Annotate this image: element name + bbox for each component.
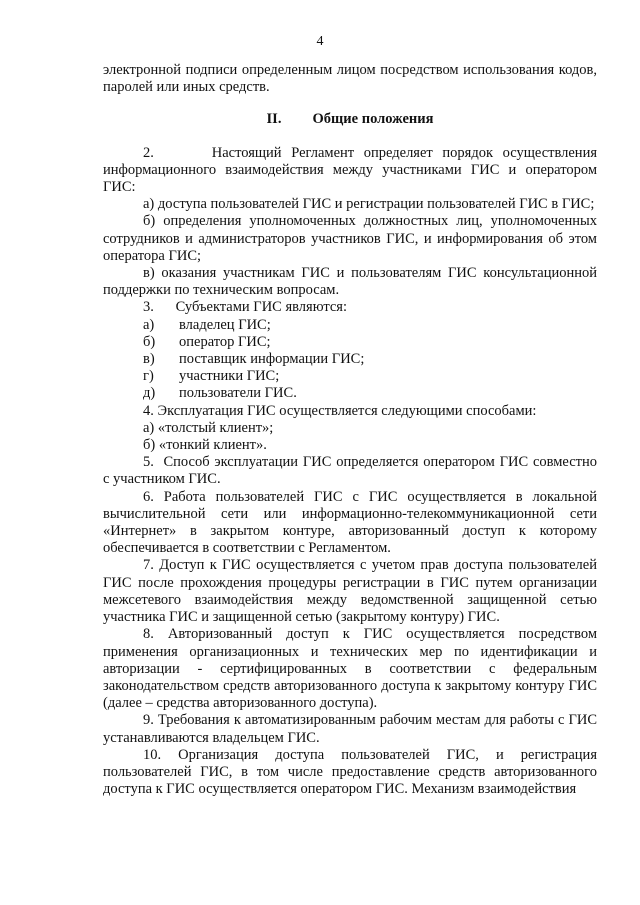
paragraph-4a: а) «толстый клиент»; (143, 419, 274, 436)
document-body (103, 62, 597, 798)
page-number: 4 (316, 34, 324, 49)
paragraph-2: 2. Настоящий Регламент определяет порядок осуществления информационного взаимодействия между участниками ГИС и оператором ГИС: (103, 144, 597, 196)
paragraph-2a: а) доступа пользователей ГИС и регистрации пользователей ГИС в ГИС; (143, 196, 595, 213)
list-item-text: владелец ГИС; (179, 316, 271, 333)
paragraph-9: 9. Требования к автоматизированным рабочим местам для работы с ГИС устанавливаются владельцем ГИС. (103, 712, 597, 746)
paragraph-4b: б) «тонкий клиент». (143, 437, 267, 454)
paragraph-6: 6. Работа пользователей ГИС с ГИС осуществляется в локальной вычислительной сети или информационно-телекоммуникационной сети «Интернет» в закрытом контуре, авторизованный доступ к которому обеспечивается в соответствии с Регламентом. (103, 488, 597, 557)
subjects-list (103, 317, 597, 403)
list-item (103, 351, 597, 368)
section-number: II. (266, 111, 282, 128)
paragraph-8: 8. Авторизованный доступ к ГИС осуществляется посредством применения организационных и технических мер по идентификации и авторизации - сертифицированных в соответствии с федеральным законодательством средств авторизованного доступа к закрытому контуру ГИС (далее – средства авторизованного доступа). (103, 626, 597, 712)
section-title: Общие положения (312, 111, 434, 128)
paragraph-4: 4. Эксплуатация ГИС осуществляется следующими способами: (143, 402, 537, 419)
section-heading (103, 111, 597, 128)
list-item-text: поставщик информации ГИС; (179, 351, 365, 368)
paragraph-5: 5. Способ эксплуатации ГИС определяется оператором ГИС совместно с участником ГИС. (103, 454, 597, 488)
list-marker: в) (143, 351, 155, 368)
list-item-text: пользователи ГИС. (179, 385, 297, 402)
paragraph-7: 7. Доступ к ГИС осуществляется с учетом прав доступа пользователей ГИС после прохождения процедуры регистрации в ГИС путем организации межсетевого взаимодействия между ведомственной защищенной сетью участника ГИС и защищенной сетью (закрытому контуру) ГИС. (103, 557, 597, 626)
paragraph-10: 10. Организация доступа пользователей ГИС, и регистрация пользователей ГИС, в том числе предоставление средств авторизованного доступа к ГИС осуществляется оператором ГИС. Механизм взаимодействия (103, 746, 597, 798)
list-marker: д) (143, 385, 156, 402)
list-marker: г) (143, 368, 154, 385)
paragraph-3: 3. Субъектами ГИС являются: (143, 299, 347, 316)
list-item (103, 317, 597, 334)
list-marker: б) (143, 333, 156, 350)
paragraph-2c: в) оказания участникам ГИС и пользователям ГИС консультационной поддержки по техническим вопросам. (103, 265, 597, 299)
continuation-paragraph: электронной подписи определенным лицом посредством использования кодов, паролей или иных средств. (103, 62, 597, 96)
list-item (103, 368, 597, 385)
list-item-text: оператор ГИС; (179, 333, 271, 350)
paragraph-2b: б) определения уполномоченных должностных лиц, уполномоченных сотрудников и администраторов участников ГИС, и информирования об этом оператора ГИС; (103, 213, 597, 264)
list-item (103, 334, 597, 351)
list-item-text: участники ГИС; (179, 368, 280, 385)
list-marker: а) (143, 316, 155, 333)
list-item (103, 385, 597, 402)
